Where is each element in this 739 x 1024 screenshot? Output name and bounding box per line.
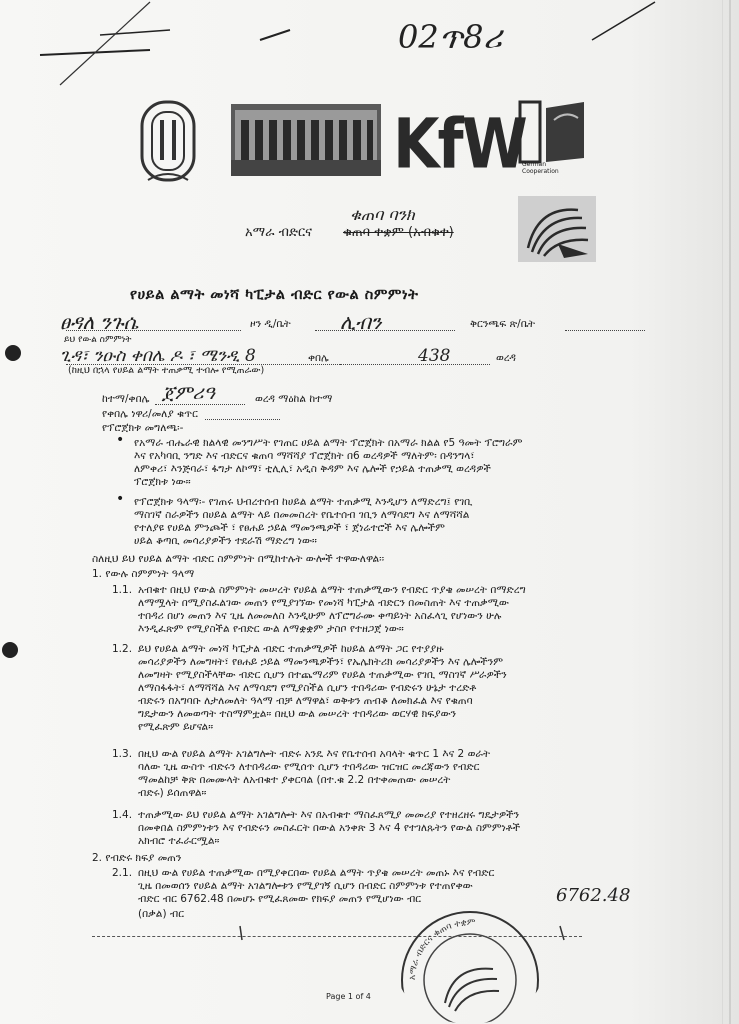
branch-underline bbox=[565, 330, 645, 331]
item-1-3-line-1: በዚህ ውል የሀይል ልማት አገልግሎት ብድሩ አንዴ እና የቤተሰብ አባላት ቁጥር 1 እና 2 ወራት bbox=[138, 748, 491, 760]
resident-id-underline bbox=[205, 419, 280, 420]
branch-label: ቅርንጫፍ ጽ/ቤት bbox=[470, 318, 536, 330]
document-title: የሀይል ልማት መነሻ ካፒታል ብድር የውል ስምምነት bbox=[130, 287, 419, 303]
item-2-1-number: 2.1. bbox=[112, 867, 133, 879]
punch-hole-top bbox=[5, 345, 21, 361]
german-cooperation-line-1: German bbox=[522, 161, 547, 168]
woreda-label: ወረዳ bbox=[496, 352, 516, 364]
bullet-2-line-3: የተለያዩ የሀይል ምንጮች ፣ የፀሐይ ኃይል ማመንጫዎች ፣ ጀነሬተሮች እና ሌሎችም bbox=[134, 522, 445, 534]
handwritten-amount: 6762.48 bbox=[556, 885, 631, 906]
item-1-2-line-4: ለማስፋፋት፣ ለማሻሻል እና ለማሳደግ የሚያስችል ሲሆን ተበዳሪው የብድሩን ሁኔታ ተረድቶ bbox=[138, 682, 477, 694]
item-2-1-line-2: ጊዜ በመወሰን የሀይል ልማት አገልግሎቱን የሚያገኝ ሲሆን በብድር ስምምነቱ የተጠየቀው bbox=[138, 880, 473, 892]
bullet-1-line-1: የአማራ ብሔራዊ ክልላዊ መንግሥት የገጠር ሀይል ልማት ፕሮጀክት በአማራ ክልል የ5 ዓመት ፕሮግራም bbox=[134, 437, 523, 449]
handwritten-name: ፀዳለ ንጉሴ bbox=[60, 310, 139, 334]
section-1-heading: 1. የውሉ ስምምነት ዓላማ bbox=[92, 568, 195, 580]
handwritten-file-number: 02ጥ8ሪ bbox=[398, 18, 503, 56]
town-label: ከተማ/ቀበሌ bbox=[102, 393, 150, 405]
handwritten-address: ጊዳ፣ ንዑስ ቀበሌ ዶ ፣ ሜንዲ 8 bbox=[60, 346, 256, 366]
project-description-label: የፕሮጀክቱ መግለጫ፡- bbox=[102, 422, 184, 434]
svg-text:አማራ ብድርና ቁጠባ ተቋም bbox=[408, 918, 476, 980]
building-photo-icon bbox=[231, 104, 381, 176]
bullet-2-line-4: ሀይል ቆጣቢ መሳሪያዎችን ተደራሽ ማድረግ ነው። bbox=[134, 535, 317, 547]
woreda-center-label: ወረዳ ማዕከል ከተማ bbox=[255, 393, 333, 405]
page-edge bbox=[729, 0, 731, 1024]
item-1-3-line-4: ብድሩ) ይሰጠዋል። bbox=[138, 787, 207, 799]
kebele-label: ቀበሌ bbox=[308, 352, 329, 364]
item-1-2-line-7: የሚፈጽም ይሆናል። bbox=[138, 721, 214, 733]
item-2-1-line-4: (በቃል) ብር bbox=[138, 908, 185, 920]
section-2-heading: 2. የብድሩ ክፍያ መጠን bbox=[92, 852, 182, 864]
german-cooperation-logo-icon bbox=[518, 100, 588, 166]
item-1-2-number: 1.2. bbox=[112, 643, 133, 655]
item-1-1-number: 1.1. bbox=[112, 584, 133, 596]
kebele-underline bbox=[340, 364, 490, 365]
item-1-4-line-2: በመቀበል ስምምነቱን እና የብድሩን መስፈርት በውል አንቀጽ 3 እና 4 የተገለጹትን የውል ስምምነቶች bbox=[138, 822, 521, 834]
beneficiary-note: (ከዚህ በኋላ የሀይል ልማት ተጠቃሚ ተብሎ የሚጠራው) bbox=[68, 365, 265, 376]
item-1-4-line-1: ተጠቃሚው ይህ የሀይል ልማት አገልግሎት እና በአብቁተ ማስፈጸሚያ መመሪያ የተዘረዘሩ ግዴታዎችን bbox=[138, 809, 520, 821]
item-1-1-line-1: አብቁተ በዚህ የውል ስምምነት መሠረት የሀይል ልማት ተጠቃሚውን የብድር ጥያቄ መሠረት በማድረግ bbox=[138, 584, 526, 596]
zone-underline bbox=[315, 330, 455, 331]
kebele-value-handwritten: 438 bbox=[418, 346, 451, 366]
town-value-handwritten: ጀምሪዓ bbox=[162, 382, 215, 404]
item-1-4-number: 1.4. bbox=[112, 809, 133, 821]
item-1-3-number: 1.3. bbox=[112, 748, 133, 760]
bullet-2-line-1: የፕሮጀክቱ ዓላማ፡- የገጠሩ ህብረተሰብ ከሀይል ልማት ተጠቃሚ እንዲሆን ለማድረግ፤ የገቢ bbox=[134, 496, 473, 508]
item-1-2-line-1: ይህ የሀይል ልማት መነሻ ካፒታል ብድር ተጠቃሚዎች ከሀይል ልማት ጋር የተያያዙ bbox=[138, 643, 444, 655]
bullet-1-line-3: ለምቀሪ፣ እንጅባራ፣ ፋግታ ለኮማ፣ ቲሊሊ፣ አዲስ ቅዳም እና ሌሎች የኃይል ተጠቃሚ ወረዳዎች bbox=[134, 463, 491, 475]
bullet-2-line-2: ማስገኛ ስራዎችን በሀይል ልማት ላይ በመመስረት የቤተሰብ ገቢን ለማሳደግ እና ለማሻሻል bbox=[134, 509, 470, 521]
contract-prefix: ይህ የውል ስምምነት bbox=[64, 335, 132, 345]
stamp-outer-text: አማራ ብድርና ቁጠባ ተቋም bbox=[407, 917, 476, 981]
org-line-struck: ቁጠባ ተቋም (አብቁተ) bbox=[343, 225, 454, 240]
resident-id-label: የቀበሌ ነዋሪ/መለያ ቁጥር bbox=[102, 408, 198, 420]
bullet-1-line-2: እና የአካባቢ ንግድ እና ብድርና ቁጠባ ማሻሻያ ፕሮጀክት በ6 ወረዳዎች ማለትም፡ በዳንግላ፣ bbox=[134, 450, 475, 462]
item-1-4-line-3: አክብሮ ተፈራርሟል። bbox=[138, 835, 220, 847]
zone-value-handwritten: ሊብን bbox=[340, 310, 382, 334]
item-1-1-line-4: እንዲፈጽም የሚያስችል የብድር ውል ለማቋቋም ታስቦ የተዘጋጀ ነው። bbox=[138, 623, 404, 635]
punch-hole-middle bbox=[2, 642, 18, 658]
item-1-3-line-3: ማመልከቻ ቅጽ በመሙላት ለአብቁተ ያቀርባል (በተ.ቁ 2.2 በተቀመጠው መሠረት bbox=[138, 774, 451, 786]
bank-logo-icon bbox=[518, 196, 596, 262]
item-1-1-line-3: ተበዳሪ በሆነ መጠን እና ጊዜ ለመመለስ እንዲሁም ለፕሮግራሙ ቀጣይነት አስፈላጊ የሆነውን ሁሉ bbox=[138, 610, 502, 622]
stamp-bank-logo-icon bbox=[445, 969, 499, 1011]
page-number-label: Page 1 of 4 bbox=[326, 992, 371, 1001]
amhara-region-emblem-icon bbox=[138, 98, 198, 188]
name-underline bbox=[66, 330, 241, 331]
official-stamp-icon bbox=[395, 905, 545, 1024]
org-line-printed: አማራ ብድርና bbox=[245, 225, 313, 240]
bullet-marker: • bbox=[116, 432, 125, 448]
item-1-3-line-2: ባለው ጊዜ ውስጥ ብድሩን ለተበዳሪው የሚሰጥ ሲሆን ተበዳሪው ዝርዝር መረጃውን የብድር bbox=[138, 761, 480, 773]
item-1-2-line-5: ብድሩን በአግባቡ ለታለመለት ዓላማ ብቻ ለማዋል፣ ወቅቱን ጠብቆ ለመክፈል እና የቁጠባ bbox=[138, 695, 473, 707]
zone-label: ዞን ዲ/ቤት bbox=[250, 318, 291, 330]
town-underline bbox=[155, 404, 245, 405]
page-edge-inner bbox=[722, 0, 723, 1024]
bullet-marker: • bbox=[116, 491, 125, 507]
kfw-logo-icon: KfW bbox=[393, 104, 526, 185]
item-2-1-line-3: ብድር ብር 6762.48 በመሆኑ የሚፈጸመው የክፍያ መጠን የሚሆነው ብር bbox=[138, 893, 422, 905]
item-1-1-line-2: ለማሟላት በሚያስፈልገው መጠን የሚያገኘው የመነሻ ካፒታል ብድርን በመስጠት እና ተጠቃሚው bbox=[138, 597, 510, 609]
item-1-2-line-3: ለመግዛት የሚያስችላቸው ብድር ሲሆን በተጨማሪም የሀይል ተጠቃሚው የገቢ ማስገኛ ሥራዎችን bbox=[138, 669, 507, 681]
item-1-2-line-6: ግዴታውን ለመወጣት ተስማምቷል። በዚህ ውል መሠረት ተበዳሪው ወርሃዊ ክፍያውን bbox=[138, 708, 457, 720]
handwritten-check-icon bbox=[590, 0, 660, 45]
pen-strokes-icon bbox=[20, 0, 320, 90]
item-1-2-line-2: መሳሪያዎችን ለመግዛት፣ የፀሐይ ኃይል ማመንጫዎችን፣ የኤሌክትሪክ መሳሪያዎችን እና ሌሎችንም bbox=[138, 656, 504, 668]
bullet-1-line-4: ፕሮጀክቱ ነው። bbox=[134, 476, 191, 488]
intro-line: ስለዚህ ይህ የሀይል ልማት ብድር ስምምነት በሚከተሉት ውሎች ተዋውለዋል፡፡ bbox=[92, 553, 385, 565]
org-line-handwritten: ቁጠባ ባንክ bbox=[350, 205, 415, 224]
item-2-1-line-1: በዚህ ውል የሀይል ተጠቃሚው በሚያቀርበው የሀይል ልማት ጥያቄ መሠረት መጠኑ እና የብድር bbox=[138, 867, 495, 879]
german-cooperation-line-2: Cooperation bbox=[522, 168, 559, 175]
